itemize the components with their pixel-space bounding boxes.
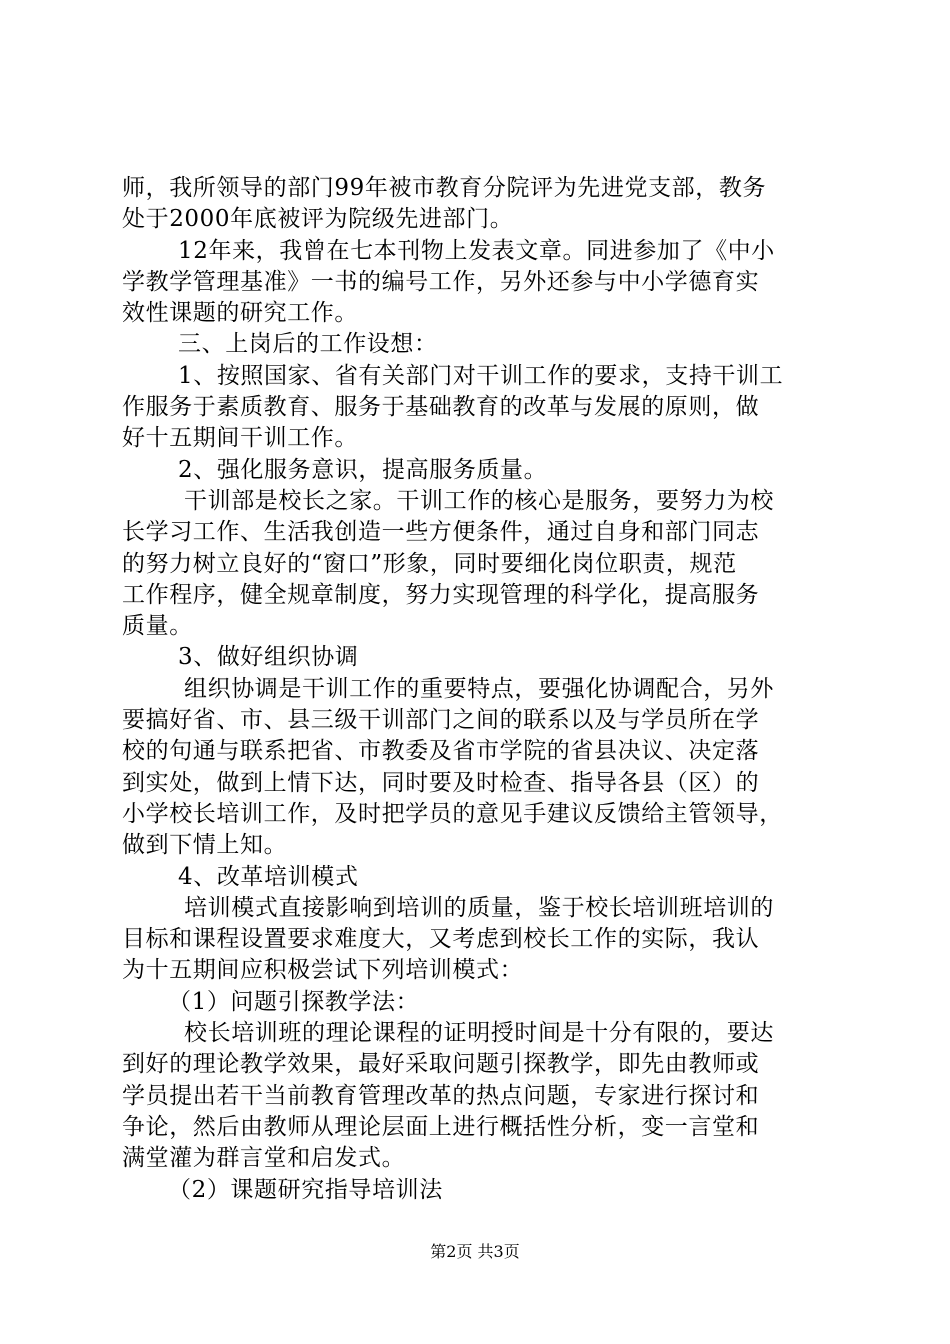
subsection-heading: 3、做好组织协调 [178, 644, 359, 671]
subsection-heading: （2）课题研究指导培训法 [168, 1176, 443, 1203]
text-line: 小学校长培训工作，及时把学员的意见手建议反馈给主管领导， [122, 800, 783, 827]
text-line: 要搞好省、市、县三级干训部门之间的联系以及与学员所在学 [122, 707, 760, 734]
text-line: 培训模式直接影响到培训的质量，鉴于校长培训班培训的 [184, 894, 774, 921]
page-number-footer: 第2页 共3页 [430, 1242, 520, 1261]
text-line: 工作程序，健全规章制度，努力实现管理的科学化，提高服务 [122, 581, 760, 608]
text-line: 处于2000年底被评为院级先进部门。 [122, 206, 514, 233]
text-line: 好十五期间干训工作。 [122, 425, 358, 452]
subsection-heading: 4、改革培训模式 [178, 863, 359, 890]
text-line: 干训部是校长之家。干训工作的核心是服务，要努力为校 [184, 487, 774, 514]
text-line: 目标和课程设置要求难度大，又考虑到校长工作的实际，我认 [122, 926, 760, 953]
text-line: 为十五期间应积极尝试下列培训模式： [122, 957, 524, 984]
text-line: 的努力树立良好的“窗口”形象，同时要细化岗位职责，规范 [122, 550, 737, 577]
text-line: 组织协调是干训工作的重要特点，要强化协调配合，另外 [184, 675, 774, 702]
section-heading: 三、上岗后的工作设想： [178, 331, 438, 358]
text-line: 学员提出若干当前教育管理改革的热点问题，专家进行探讨和 [122, 1082, 760, 1109]
subsection-heading: 2、强化服务意识，提高服务质量。 [178, 456, 548, 483]
text-line: 到好的理论教学效果，最好采取问题引探教学，即先由教师或 [122, 1051, 760, 1078]
text-line: 作服务于素质教育、服务于基础教育的改革与发展的原则，做 [122, 394, 760, 421]
text-line: 校长培训班的理论课程的证明授时间是十分有限的，要达 [184, 1020, 774, 1047]
text-line: 1、按照国家、省有关部门对干训工作的要求，支持干训工 [178, 362, 784, 389]
text-line: 做到下情上知。 [122, 832, 288, 859]
document-body [122, 173, 834, 1206]
text-line: 校的句通与联系把省、市教委及省市学院的省县决议、决定落 [122, 738, 760, 765]
text-line: 质量。 [122, 613, 193, 640]
text-line: 长学习工作、生活我创造一些方便条件，通过自身和部门同志 [122, 519, 760, 546]
text-line: 学教学管理基准》一书的编号工作，另外还参与中小学德育实 [122, 268, 760, 295]
text-line: 师，我所领导的部门99年被市教育分院评为先进党支部，教务 [122, 175, 767, 201]
text-line: 12年来，我曾在七本刊物上发表文章。同进参加了《中小 [178, 237, 775, 264]
text-line: 效性课题的研究工作。 [122, 300, 358, 327]
text-line: 争论，然后由教师从理论层面上进行概括性分析，变一言堂和 [122, 1113, 760, 1140]
subsection-heading: （1）问题引探教学法： [168, 988, 420, 1015]
text-line: 到实处，做到上情下达，同时要及时检查、指导各县（区）的 [122, 769, 760, 796]
text-line: 满堂灌为群言堂和启发式。 [122, 1145, 406, 1172]
